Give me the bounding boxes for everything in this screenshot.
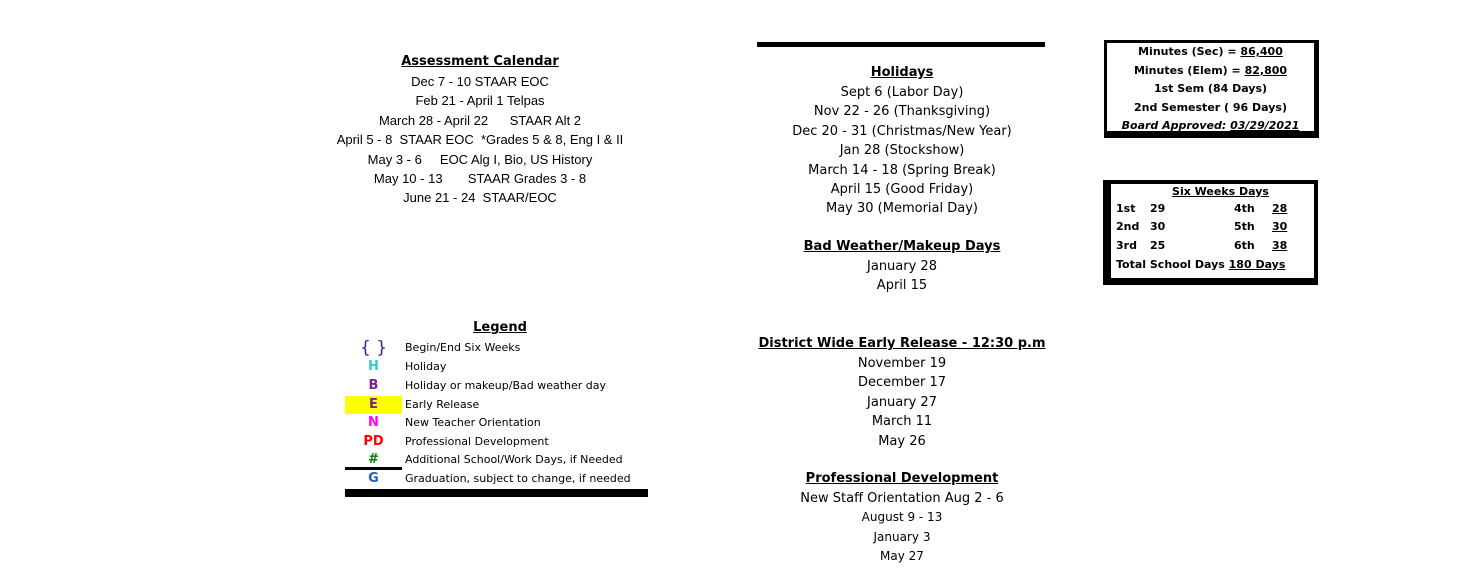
minutes-summary-box bbox=[1104, 40, 1319, 138]
minutes-sec-line bbox=[1107, 43, 1314, 62]
period-label: 5th bbox=[1234, 220, 1255, 234]
assessment-item: May 10 - 13 STAAR Grades 3 - 8 bbox=[373, 171, 587, 187]
holiday-item: Nov 22 - 26 (Thanksgiving) bbox=[813, 104, 991, 120]
legend-label: Begin/End Six Weeks bbox=[405, 341, 521, 354]
new-teacher-orientation-icon: N bbox=[368, 415, 379, 430]
legend-label: Professional Development bbox=[405, 435, 549, 448]
legend-item bbox=[345, 377, 645, 395]
period-label: 2nd bbox=[1116, 220, 1140, 234]
first-semester: 1st Sem (84 Days) bbox=[1153, 82, 1268, 95]
legend-label: Holiday bbox=[405, 360, 447, 373]
minutes-elem-label: Minutes (Elem) = bbox=[1133, 63, 1245, 77]
total-school-days bbox=[1114, 255, 1289, 274]
assessment-item: May 3 - 6 EOC Alg I, Bio, US History bbox=[367, 151, 593, 167]
early-release-item: December 17 bbox=[857, 375, 947, 391]
six-weeks-table bbox=[1114, 199, 1289, 273]
assessment-item: Feb 21 - April 1 Telpas bbox=[415, 93, 545, 109]
period-label: 1st bbox=[1116, 201, 1136, 215]
assessment-calendar-title: Assessment Calendar bbox=[401, 54, 559, 69]
legend-item bbox=[345, 358, 645, 376]
legend-bottom-border bbox=[345, 489, 648, 497]
assessment-calendar bbox=[330, 54, 630, 208]
bad-weather-item: April 15 bbox=[876, 278, 928, 294]
assessment-item: Dec 7 - 10 STAAR EOC bbox=[411, 74, 549, 89]
early-release-item: January 27 bbox=[867, 394, 937, 410]
legend-item bbox=[345, 470, 645, 488]
legend-label: Graduation, subject to change, if needed bbox=[405, 472, 631, 485]
minutes-sec-label: Minutes (Sec) = bbox=[1138, 45, 1241, 58]
legend-item bbox=[345, 339, 645, 357]
legend-label: Additional School/Work Days, if Needed bbox=[405, 453, 623, 466]
bad-weather-item: January 28 bbox=[867, 259, 937, 274]
additional-days-icon: # bbox=[368, 452, 379, 467]
period-label: 3rd bbox=[1116, 238, 1137, 252]
holiday-item: May 30 (Memorial Day) bbox=[826, 201, 978, 217]
early-release-section bbox=[744, 336, 1060, 451]
early-release-item: March 11 bbox=[871, 414, 933, 430]
top-rule bbox=[757, 42, 1045, 47]
holiday-item: Sept 6 (Labor Day) bbox=[840, 85, 964, 100]
minutes-elem-value: 82,800 bbox=[1244, 63, 1288, 77]
pd-item: August 9 - 13 bbox=[861, 510, 943, 525]
assessment-item: April 5 - 8 STAAR EOC *Grades 5 & 8, Eng I & II bbox=[336, 132, 624, 148]
pd-item: January 3 bbox=[873, 529, 931, 544]
period-label: 4th bbox=[1234, 201, 1255, 215]
legend-item bbox=[345, 396, 645, 414]
minutes-sec-value: 86,400 bbox=[1240, 45, 1283, 58]
begin-end-six-weeks-icon: { } bbox=[359, 338, 388, 358]
period-days: 30 bbox=[1272, 220, 1288, 234]
professional-development-section bbox=[752, 471, 1052, 567]
legend-label: New Teacher Orientation bbox=[405, 416, 541, 429]
professional-development-icon: PD bbox=[363, 434, 384, 449]
legend-title: Legend bbox=[473, 320, 527, 335]
total-value: 180 Days bbox=[1228, 257, 1286, 271]
early-release-icon: E bbox=[345, 396, 402, 414]
holidays-title: Holidays bbox=[870, 65, 934, 80]
legend-label: Early Release bbox=[405, 398, 480, 411]
pd-item: New Staff Orientation Aug 2 - 6 bbox=[800, 491, 1004, 506]
early-release-title: District Wide Early Release - 12:30 p.m bbox=[758, 336, 1046, 351]
legend-item bbox=[345, 433, 645, 451]
board-approved-label: Board Approved: bbox=[1121, 119, 1231, 132]
period-label: 6th bbox=[1234, 238, 1255, 252]
professional-development-title: Professional Development bbox=[805, 471, 999, 486]
period-days: 38 bbox=[1272, 238, 1288, 252]
holiday-item: March 14 - 18 (Spring Break) bbox=[808, 162, 996, 178]
assessment-item: June 21 - 24 STAAR/EOC bbox=[403, 190, 557, 206]
period-days: 29 bbox=[1150, 201, 1166, 215]
holiday-item: Jan 28 (Stockshow) bbox=[839, 143, 965, 159]
legend-item bbox=[345, 414, 645, 432]
assessment-item: March 28 - April 22 STAAR Alt 2 bbox=[378, 112, 582, 128]
table-row bbox=[1114, 199, 1289, 218]
board-approved-line bbox=[1107, 117, 1314, 136]
six-weeks-days-box bbox=[1103, 180, 1318, 285]
holiday-item: Dec 20 - 31 (Christmas/New Year) bbox=[792, 123, 1012, 139]
holiday-item: April 15 (Good Friday) bbox=[830, 182, 974, 198]
holidays-section bbox=[752, 65, 1052, 219]
bad-weather-icon: B bbox=[368, 378, 379, 393]
period-days: 30 bbox=[1150, 220, 1166, 234]
bad-weather-title: Bad Weather/Makeup Days bbox=[803, 239, 1001, 254]
minutes-elem-line bbox=[1107, 62, 1314, 81]
board-approved-date: 03/29/2021 bbox=[1230, 119, 1300, 132]
second-semester: 2nd Semester ( 96 Days) bbox=[1134, 100, 1287, 114]
six-weeks-title: Six Weeks Days bbox=[1172, 185, 1269, 198]
holiday-icon: H bbox=[368, 359, 379, 374]
early-release-item: November 19 bbox=[857, 356, 947, 371]
graduation-icon: G bbox=[368, 471, 379, 486]
early-release-item: May 26 bbox=[878, 433, 926, 449]
legend-label: Holiday or makeup/Bad weather day bbox=[405, 379, 607, 392]
table-row bbox=[1114, 236, 1289, 255]
table-row bbox=[1114, 218, 1289, 237]
pd-item: May 27 bbox=[880, 549, 924, 564]
period-days: 25 bbox=[1150, 238, 1166, 252]
table-row bbox=[1114, 255, 1289, 274]
total-label: Total School Days bbox=[1116, 257, 1225, 271]
bad-weather-section bbox=[752, 239, 1052, 296]
period-days: 28 bbox=[1272, 201, 1288, 215]
